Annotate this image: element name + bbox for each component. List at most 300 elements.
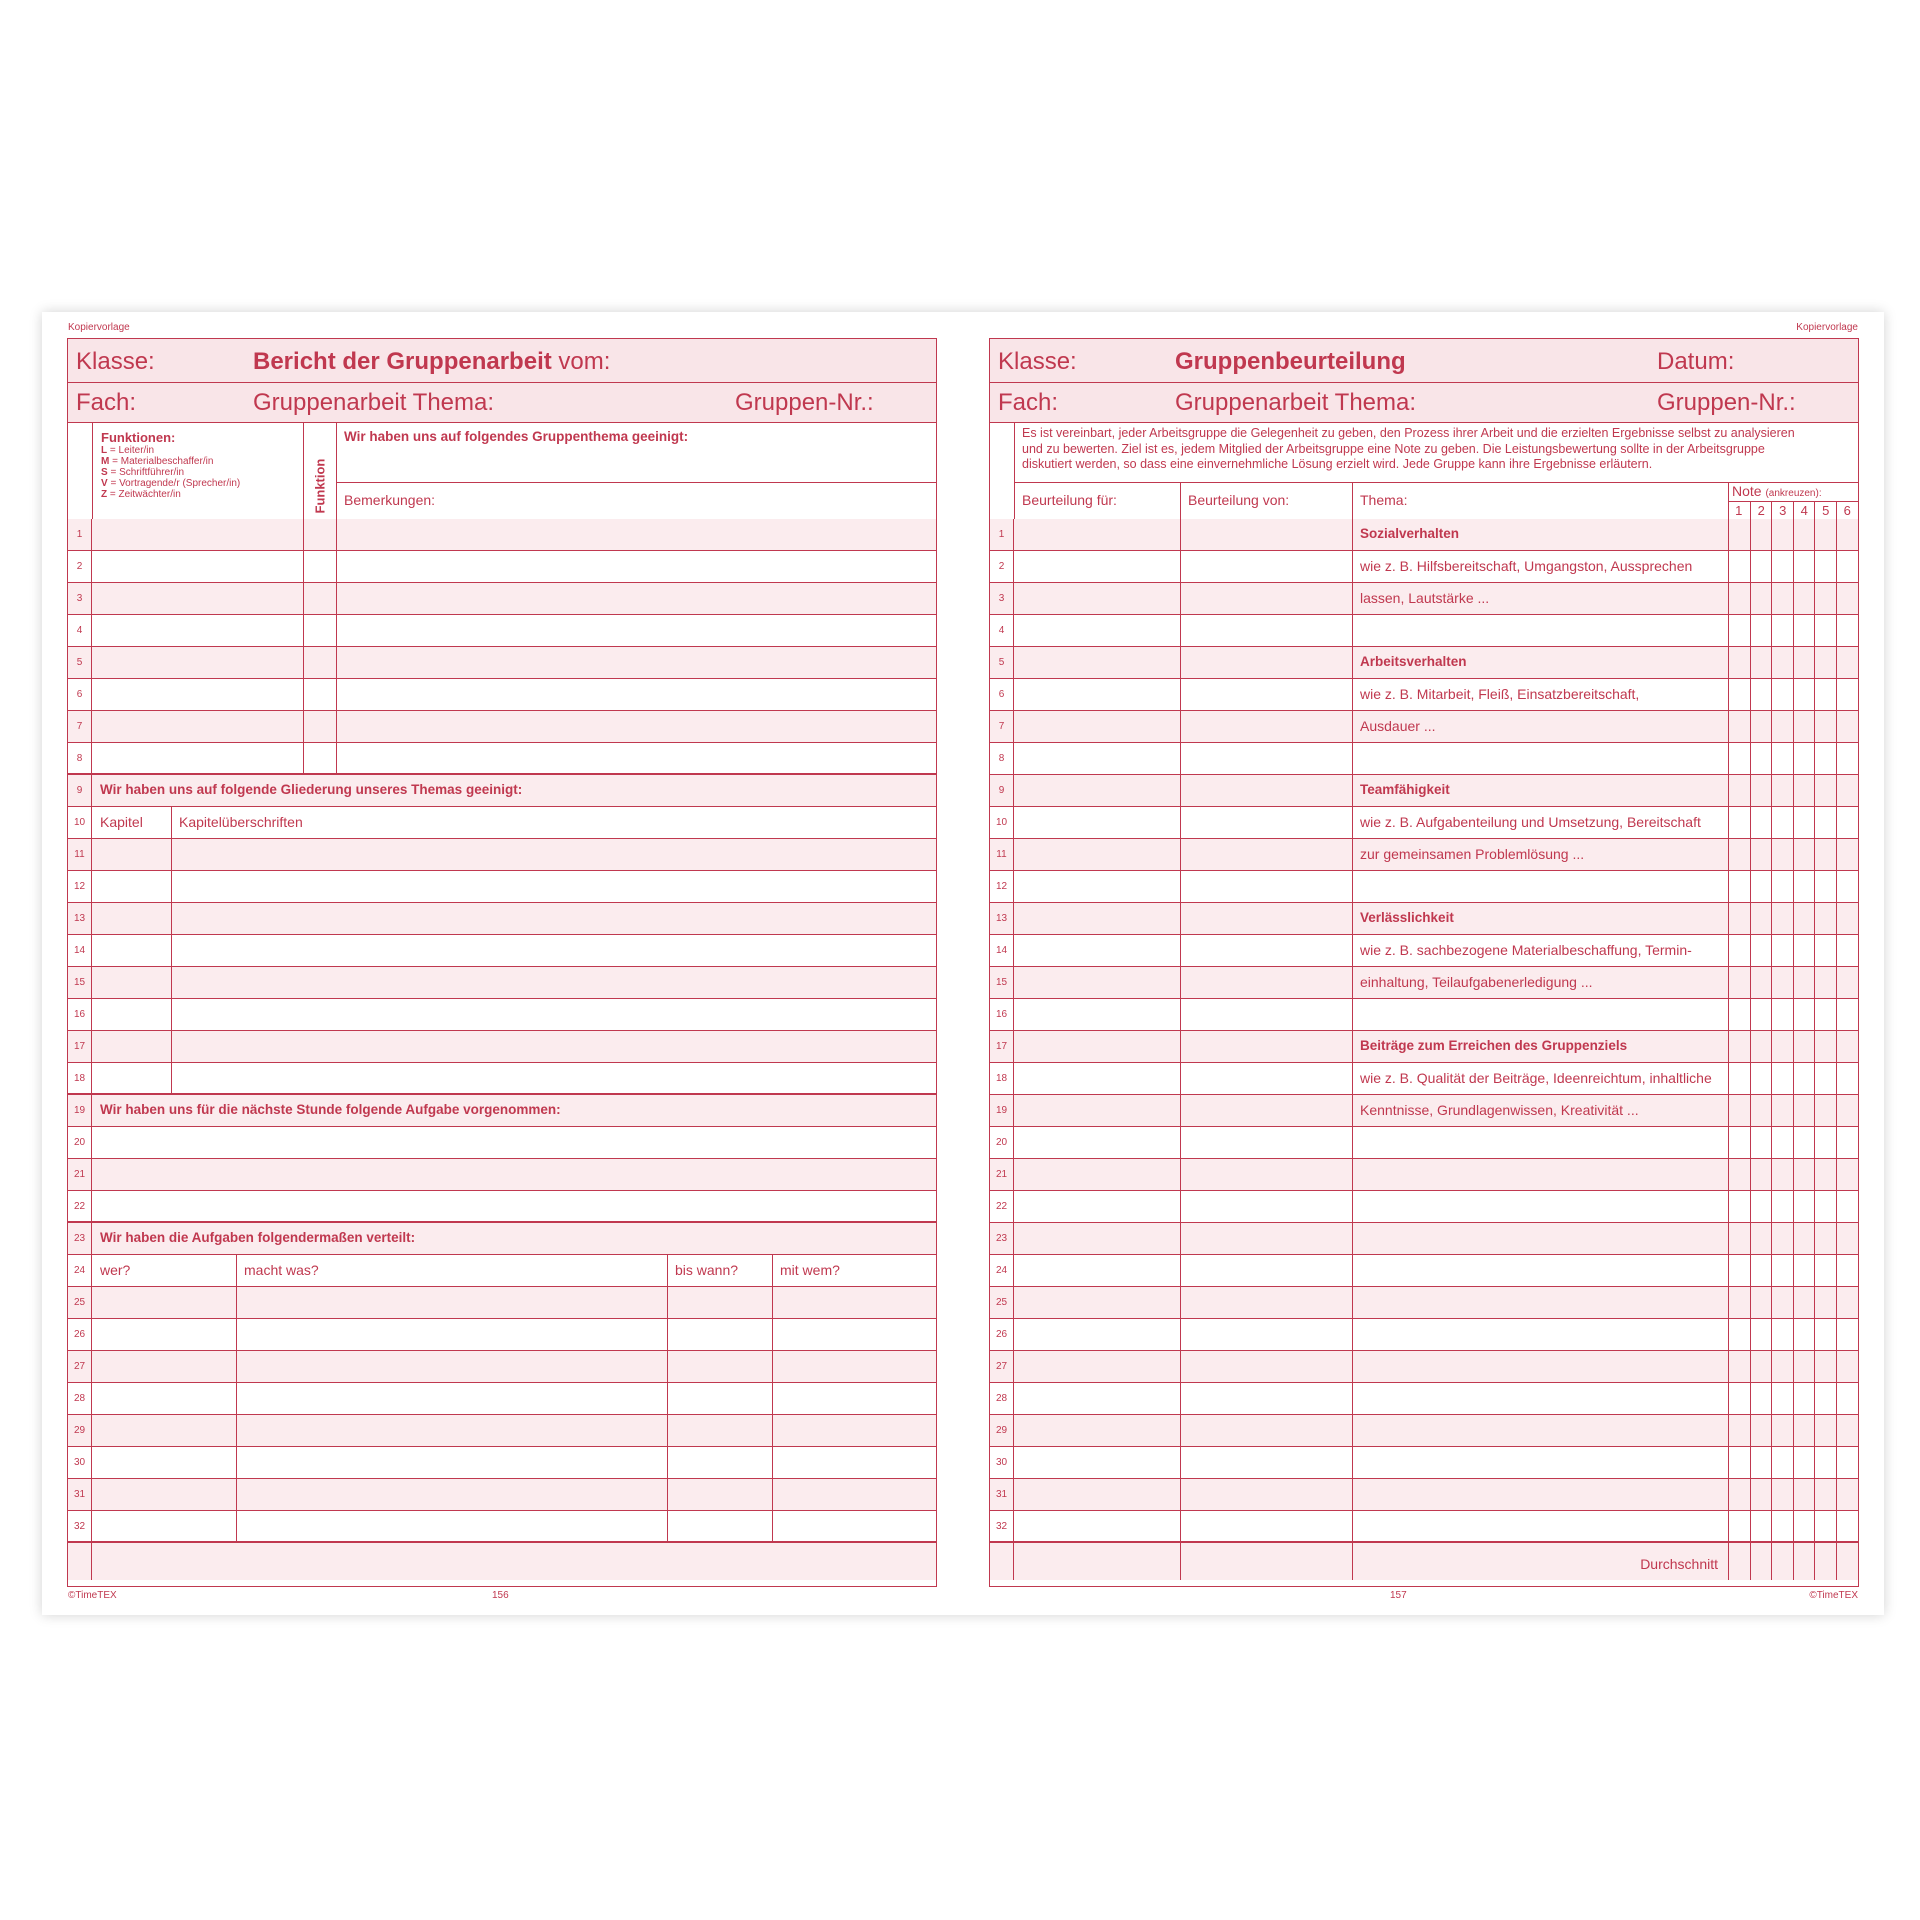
column-divider — [1836, 999, 1837, 1030]
criterion-heading: Beiträge zum Erreichen des Gruppenziels — [1360, 1038, 1628, 1053]
table-row — [68, 519, 936, 551]
row-number: 29 — [68, 1415, 92, 1446]
column-divider — [1728, 1095, 1729, 1126]
table-row — [68, 743, 936, 775]
column-divider — [1771, 1095, 1772, 1126]
funktion-column-label: Funktion — [312, 458, 328, 514]
row-number: 15 — [68, 967, 92, 998]
column-divider — [1771, 551, 1772, 582]
table-row — [68, 1255, 936, 1287]
row-number: 8 — [990, 743, 1014, 774]
column-divider — [1771, 711, 1772, 742]
column-divider — [1352, 1351, 1353, 1382]
table-row — [990, 807, 1858, 839]
column-divider — [1836, 1447, 1837, 1478]
column-divider — [336, 711, 337, 742]
row-number: 30 — [68, 1447, 92, 1478]
table-row — [68, 583, 936, 615]
col-thema: Thema: — [1360, 492, 1408, 508]
column-divider — [1728, 679, 1729, 710]
column-divider — [1728, 1319, 1729, 1350]
grade-label: 5 — [1814, 502, 1837, 520]
column-divider — [1352, 711, 1353, 742]
column-divider — [1836, 871, 1837, 902]
column-divider — [1352, 839, 1353, 870]
row-number: 24 — [990, 1255, 1014, 1286]
column-divider — [667, 1287, 668, 1318]
table-row — [990, 903, 1858, 935]
column-divider — [1728, 1159, 1729, 1190]
column-divider — [1814, 1127, 1815, 1158]
column-divider — [1750, 1223, 1751, 1254]
criterion-heading: Verlässlichkeit — [1360, 910, 1454, 925]
page-number: 157 — [1390, 1590, 1407, 1601]
criterion-text: Ausdauer ... — [1360, 718, 1436, 734]
column-divider — [1793, 1543, 1794, 1580]
col-bis-wann: bis wann? — [675, 1262, 739, 1278]
column-divider — [1793, 711, 1794, 742]
table-row — [68, 1287, 936, 1319]
column-divider — [1814, 839, 1815, 870]
table-row — [990, 1191, 1858, 1223]
column-divider — [236, 1351, 237, 1382]
column-divider — [1728, 1415, 1729, 1446]
column-divider — [1793, 903, 1794, 934]
row-number: 19 — [68, 1095, 92, 1126]
column-divider — [1180, 1063, 1181, 1094]
intro-line: diskutiert werden, so dass eine einvernehmliche Lösung erzielt wird. Jede Gruppe kann ihre Ergebnisse erläutern. — [1022, 457, 1653, 471]
column-divider — [1836, 1415, 1837, 1446]
column-divider — [1814, 1319, 1815, 1350]
row-number: 32 — [990, 1511, 1014, 1541]
row-number: 25 — [990, 1287, 1014, 1318]
column-divider — [1793, 1415, 1794, 1446]
criterion-heading: Teamfähigkeit — [1360, 782, 1450, 797]
column-divider — [1750, 935, 1751, 966]
table-row — [990, 1351, 1858, 1383]
row-number: 27 — [68, 1351, 92, 1382]
row-number: 19 — [990, 1095, 1014, 1126]
datum-label: Datum: — [1657, 348, 1735, 375]
col-beurteilung-fuer: Beurteilung für: — [1022, 492, 1117, 508]
column-divider — [1771, 903, 1772, 934]
column-divider — [236, 1511, 237, 1541]
column-divider — [1352, 935, 1353, 966]
function-header — [68, 423, 936, 520]
table-row — [68, 1191, 936, 1223]
column-divider — [1180, 1191, 1181, 1222]
table-row — [68, 1479, 936, 1511]
column-divider — [1836, 583, 1837, 614]
column-divider — [1728, 711, 1729, 742]
table-row — [990, 1095, 1858, 1127]
row-number: 32 — [68, 1511, 92, 1541]
table-row — [990, 583, 1858, 615]
column-divider — [1793, 839, 1794, 870]
column-divider — [1750, 807, 1751, 838]
column-divider — [1352, 1223, 1353, 1254]
column-divider — [1793, 1223, 1794, 1254]
column-divider — [1180, 1511, 1181, 1541]
table-row — [990, 1447, 1858, 1479]
col-wer: wer? — [100, 1262, 131, 1278]
row-number: 21 — [990, 1159, 1014, 1190]
column-divider — [1836, 1127, 1837, 1158]
row-number: 29 — [990, 1415, 1014, 1446]
column-divider — [1836, 1351, 1837, 1382]
row-number: 27 — [990, 1351, 1014, 1382]
column-divider — [303, 551, 304, 582]
column-divider — [1814, 1095, 1815, 1126]
column-divider — [171, 999, 172, 1030]
row-number: 17 — [68, 1031, 92, 1062]
column-divider — [1750, 583, 1751, 614]
row-number: 13 — [990, 903, 1014, 934]
column-divider — [1836, 903, 1837, 934]
column-divider — [1793, 807, 1794, 838]
column-divider — [1352, 519, 1353, 550]
grade-header — [1728, 501, 1858, 520]
row-number: 26 — [68, 1319, 92, 1350]
column-divider — [1771, 999, 1772, 1030]
column-divider — [1836, 1063, 1837, 1094]
column-divider — [1750, 1287, 1751, 1318]
column-divider — [1750, 871, 1751, 902]
table-row — [990, 647, 1858, 679]
column-divider — [171, 1031, 172, 1062]
column-divider — [1180, 1255, 1181, 1286]
column-divider — [336, 519, 337, 550]
column-divider — [1750, 1191, 1751, 1222]
row-number: 25 — [68, 1287, 92, 1318]
column-divider — [1771, 743, 1772, 774]
column-divider — [1814, 967, 1815, 998]
column-divider — [1836, 615, 1837, 646]
column-divider — [1814, 1191, 1815, 1222]
column-divider — [1352, 1031, 1353, 1062]
column-divider — [1352, 1255, 1353, 1286]
criterion-text: wie z. B. Aufgabenteilung und Umsetzung, Bereitschaft — [1360, 814, 1701, 830]
table-row — [68, 711, 936, 743]
column-divider — [1814, 743, 1815, 774]
column-divider — [1180, 1287, 1181, 1318]
kapitel-headings-label: Kapitelüberschriften — [179, 814, 303, 830]
column-divider — [1180, 647, 1181, 678]
column-divider — [1814, 1543, 1815, 1580]
column-divider — [1771, 839, 1772, 870]
column-divider — [236, 1287, 237, 1318]
column-divider — [1836, 1479, 1837, 1510]
table-row — [990, 935, 1858, 967]
table-row — [68, 1063, 936, 1095]
column-divider — [1836, 807, 1837, 838]
column-divider — [1793, 1191, 1794, 1222]
column-divider — [1728, 1479, 1729, 1510]
column-divider — [1793, 871, 1794, 902]
column-divider — [336, 647, 337, 678]
column-divider — [1836, 1543, 1837, 1580]
table-row — [68, 967, 936, 999]
column-divider — [1771, 1159, 1772, 1190]
column-divider — [1771, 807, 1772, 838]
table-row — [990, 743, 1858, 775]
criterion-text: einhaltung, Teilaufgabenerledigung ... — [1360, 974, 1593, 990]
table-row — [68, 903, 936, 935]
row-number: 24 — [68, 1255, 92, 1286]
column-divider — [1728, 647, 1729, 678]
column-divider — [1750, 1351, 1751, 1382]
table-row — [68, 1415, 936, 1447]
column-divider — [772, 1255, 773, 1286]
column-divider — [1814, 1223, 1815, 1254]
column-divider — [1793, 1351, 1794, 1382]
function-item: V = Vortragende/r (Sprecher/in) — [101, 478, 241, 489]
column-divider — [667, 1351, 668, 1382]
column-divider — [1180, 1383, 1181, 1414]
col-mit-wem: mit wem? — [780, 1262, 840, 1278]
left-page — [42, 312, 963, 1615]
column-divider — [1750, 1319, 1751, 1350]
column-divider — [1180, 743, 1181, 774]
column-divider — [1836, 1095, 1837, 1126]
row-number: 17 — [990, 1031, 1014, 1062]
column-divider — [1814, 1351, 1815, 1382]
column-divider — [1814, 1415, 1815, 1446]
column-divider — [1728, 1191, 1729, 1222]
row-number: 16 — [68, 999, 92, 1030]
column-divider — [236, 1255, 237, 1286]
intro-block — [990, 423, 1858, 520]
page-title: Gruppenbeurteilung — [1175, 348, 1406, 375]
column-divider — [667, 1447, 668, 1478]
table-row — [990, 1479, 1858, 1511]
column-divider — [1836, 1255, 1837, 1286]
page-title: Bericht der Gruppenarbeit vom: — [253, 348, 611, 375]
table-row — [68, 647, 936, 679]
column-divider — [1352, 647, 1353, 678]
column-divider — [1771, 1223, 1772, 1254]
column-divider — [1180, 1415, 1181, 1446]
column-divider — [1793, 519, 1794, 550]
column-divider — [1352, 967, 1353, 998]
column-divider — [1836, 1159, 1837, 1190]
table-row — [990, 1223, 1858, 1255]
table-row — [990, 679, 1858, 711]
column-divider — [1771, 1479, 1772, 1510]
column-divider — [772, 1479, 773, 1510]
row-number: 4 — [990, 615, 1014, 646]
row-number: 20 — [68, 1127, 92, 1158]
row-number: 28 — [990, 1383, 1014, 1414]
column-divider — [1352, 679, 1353, 710]
column-divider — [1728, 1287, 1729, 1318]
row-number: 4 — [68, 615, 92, 646]
column-divider — [1750, 1031, 1751, 1062]
criterion-heading: Arbeitsverhalten — [1360, 654, 1467, 669]
table-row — [990, 1255, 1858, 1287]
row-number: 31 — [990, 1479, 1014, 1510]
column-divider — [1750, 903, 1751, 934]
column-divider — [772, 1287, 773, 1318]
row-number: 9 — [68, 775, 92, 806]
column-divider — [667, 1479, 668, 1510]
column-divider — [1180, 519, 1181, 550]
column-divider — [1728, 1255, 1729, 1286]
right-page — [963, 312, 1884, 1615]
intro-text — [1022, 426, 1795, 473]
column-divider — [1836, 519, 1837, 550]
column-divider — [1814, 1063, 1815, 1094]
table-row — [990, 1127, 1858, 1159]
column-divider — [1814, 647, 1815, 678]
row-number: 18 — [68, 1063, 92, 1093]
column-divider — [1728, 583, 1729, 614]
durchschnitt-label: Durchschnitt — [1640, 1556, 1718, 1572]
column-divider — [1771, 583, 1772, 614]
table-row — [990, 711, 1858, 743]
column-divider — [1814, 1031, 1815, 1062]
next-task-heading: Wir haben uns für die nächste Stunde folgende Aufgabe vorgenommen: — [100, 1102, 561, 1117]
row-number: 6 — [68, 679, 92, 710]
column-divider — [1771, 775, 1772, 806]
column-divider — [1814, 1383, 1815, 1414]
column-divider — [1750, 839, 1751, 870]
column-divider — [772, 1447, 773, 1478]
column-divider — [1750, 615, 1751, 646]
table-row — [68, 1095, 936, 1127]
column-divider — [236, 1319, 237, 1350]
column-divider — [1793, 999, 1794, 1030]
column-divider — [1771, 871, 1772, 902]
column-divider — [1793, 583, 1794, 614]
table-row — [990, 1383, 1858, 1415]
column-divider — [171, 839, 172, 870]
column-divider — [1352, 807, 1353, 838]
column-divider — [1750, 519, 1751, 550]
column-divider — [1180, 583, 1181, 614]
column-divider — [1836, 1223, 1837, 1254]
corner-label: Kopiervorlage — [68, 322, 130, 333]
table-row — [68, 1031, 936, 1063]
column-divider — [1728, 1383, 1729, 1414]
column-divider — [1836, 1511, 1837, 1541]
header-row-1 — [990, 339, 1858, 383]
column-divider — [1180, 1543, 1181, 1580]
column-divider — [1793, 1095, 1794, 1126]
row-number: 31 — [68, 1479, 92, 1510]
column-divider — [1750, 1255, 1751, 1286]
column-divider — [1352, 871, 1353, 902]
row-number: 15 — [990, 967, 1014, 998]
column-divider — [1771, 1511, 1772, 1541]
column-divider — [1771, 1063, 1772, 1094]
column-divider — [1771, 1447, 1772, 1478]
column-divider — [1814, 679, 1815, 710]
column-divider — [1352, 775, 1353, 806]
column-divider — [336, 679, 337, 710]
column-divider — [1728, 1351, 1729, 1382]
thema-label: Gruppenarbeit Thema: — [1175, 389, 1417, 416]
row-number: 2 — [68, 551, 92, 582]
column-divider — [1771, 679, 1772, 710]
row-number: 11 — [990, 839, 1014, 870]
column-divider — [1771, 1415, 1772, 1446]
table-row — [990, 519, 1858, 551]
column-divider — [1728, 807, 1729, 838]
column-divider — [772, 1511, 773, 1541]
column-divider — [303, 615, 304, 646]
column-divider — [1793, 615, 1794, 646]
column-divider — [1793, 1031, 1794, 1062]
column-divider — [1180, 775, 1181, 806]
table-row — [68, 1511, 936, 1543]
grade-label: 2 — [1750, 502, 1773, 520]
table-row — [68, 1351, 936, 1383]
criterion-text: Kenntnisse, Grundlagenwissen, Kreativität ... — [1360, 1102, 1639, 1118]
column-divider — [1750, 647, 1751, 678]
row-number — [990, 1543, 1014, 1580]
column-divider — [1836, 1191, 1837, 1222]
column-divider — [1836, 935, 1837, 966]
row-number: 10 — [990, 807, 1014, 838]
column-divider — [1793, 1255, 1794, 1286]
criterion-text: wie z. B. sachbezogene Materialbeschaffung, Termin- — [1360, 942, 1692, 958]
row-number: 7 — [68, 711, 92, 742]
row-number: 22 — [990, 1191, 1014, 1222]
row-number: 5 — [990, 647, 1014, 678]
column-divider — [1180, 871, 1181, 902]
grade-label: 3 — [1771, 502, 1794, 520]
column-divider — [1771, 615, 1772, 646]
table-row — [68, 679, 936, 711]
column-divider — [1728, 1511, 1729, 1541]
criterion-text: zur gemeinsamen Problemlösung ... — [1360, 846, 1585, 862]
column-divider — [1814, 1479, 1815, 1510]
table-row — [68, 1447, 936, 1479]
row-number: 11 — [68, 839, 92, 870]
row-number: 5 — [68, 647, 92, 678]
table-row — [68, 935, 936, 967]
column-divider — [1750, 1063, 1751, 1094]
column-divider — [1793, 1511, 1794, 1541]
table-row — [68, 775, 936, 807]
column-divider — [1352, 1191, 1353, 1222]
column-divider — [667, 1511, 668, 1541]
function-item: L = Leiter/in — [101, 445, 155, 456]
book-spread — [42, 312, 1884, 1615]
page-number: 156 — [492, 1590, 509, 1601]
column-divider — [1352, 1159, 1353, 1190]
row-number: 2 — [990, 551, 1014, 582]
column-divider — [336, 551, 337, 582]
table-row — [68, 1223, 936, 1255]
column-divider — [1728, 551, 1729, 582]
column-divider — [1352, 1543, 1353, 1580]
klasse-label: Klasse: — [998, 348, 1077, 375]
col-beurteilung-von: Beurteilung von: — [1188, 492, 1290, 508]
evaluation-form — [989, 338, 1859, 1587]
column-divider — [772, 1383, 773, 1414]
column-divider — [1728, 1223, 1729, 1254]
row-number: 8 — [68, 743, 92, 773]
column-divider — [1180, 1031, 1181, 1062]
column-divider — [1793, 967, 1794, 998]
column-divider — [1771, 967, 1772, 998]
column-divider — [1728, 871, 1729, 902]
column-divider — [1771, 935, 1772, 966]
column-divider — [1793, 1159, 1794, 1190]
column-divider — [1750, 1415, 1751, 1446]
